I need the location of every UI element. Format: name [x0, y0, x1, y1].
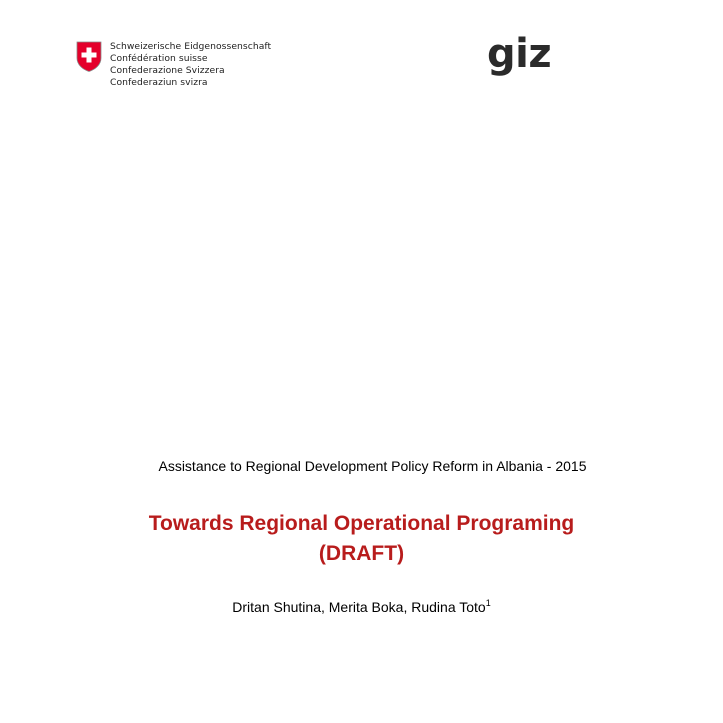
swiss-logo-line: Schweizerische Eidgenossenschaft	[110, 41, 272, 52]
swiss-logo-line: Confédération suisse	[110, 53, 208, 64]
swiss-logo-line: Confederazione Svizzera	[110, 65, 225, 76]
giz-logo: giz	[487, 31, 552, 77]
document-authors	[0, 598, 723, 616]
document-title-line: Towards Regional Operational Programing	[148, 512, 575, 535]
swiss-logo-text	[110, 41, 271, 89]
document-title-line: (DRAFT)	[318, 542, 405, 565]
swiss-logo-line: Confederaziun svizra	[110, 77, 208, 88]
footnote-marker: 1	[485, 598, 491, 608]
document-subtitle: Assistance to Regional Development Policy Reform in Albania - 2015	[158, 458, 587, 474]
authors-names: Dritan Shutina, Merita Boka, Rudina Toto	[232, 599, 486, 615]
swiss-shield-icon	[76, 41, 102, 72]
document-title	[0, 509, 723, 569]
swiss-confederation-logo	[76, 41, 276, 93]
